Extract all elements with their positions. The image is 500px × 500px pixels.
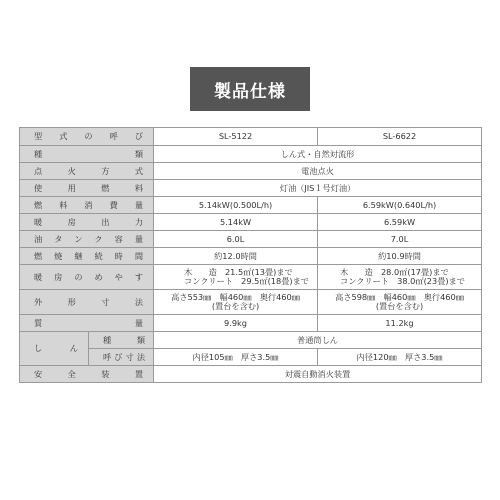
model-b: SL-6622 [318, 128, 482, 146]
table-row [20, 214, 482, 231]
type-value: しん式・自然対流形 [154, 146, 482, 163]
dimensions-label: 外形寸法 [20, 290, 154, 315]
wick-kind-label: 種類 [89, 332, 154, 349]
tank-a: 6.0L [154, 231, 318, 248]
fuel-label: 使用燃料 [20, 180, 154, 197]
mass-a: 9.9kg [154, 315, 318, 332]
mass-b: 11.2kg [318, 315, 482, 332]
table-row [20, 265, 482, 290]
output-b: 6.59kW [318, 214, 482, 231]
table-row [20, 180, 482, 197]
model-a: SL-5122 [154, 128, 318, 146]
room-size-a-wood: 木 造 21.5㎡(13畳)まで [184, 267, 293, 277]
consumption-b: 6.59kW(0.640L/h) [318, 197, 482, 214]
room-size-b-concrete: コンクリート 38.0㎡(23畳)まで [340, 276, 465, 286]
ignition-label: 点火方式 [20, 163, 154, 180]
room-size-a-concrete: コンクリート 29.5㎡(18畳)まで [184, 276, 309, 286]
wick-kind-value: 普通筒しん [154, 332, 482, 349]
table-row [20, 290, 482, 315]
burn-time-label: 燃焼継続時間 [20, 248, 154, 265]
table-row [20, 163, 482, 180]
table-row [20, 366, 482, 383]
wick-size-a: 内径105㎜ 厚さ3.5㎜ [154, 349, 318, 366]
table-row [20, 248, 482, 265]
burn-time-a: 約12.0時間 [154, 248, 318, 265]
consumption-a: 5.14kW(0.500L/h) [154, 197, 318, 214]
spec-title: 製品仕様 [190, 67, 310, 111]
model-label: 型式の呼び [20, 128, 154, 146]
dimensions-b-note: (置台を含む) [375, 301, 424, 311]
dimensions-b-size: 高さ598㎜ 幅460㎜ 奥行460㎜ [335, 292, 464, 302]
dimensions-b [318, 290, 482, 315]
consumption-label: 燃料消費量 [20, 197, 154, 214]
wick-size-label: 呼び寸法 [89, 349, 154, 366]
room-size-a [154, 265, 318, 290]
safety-label: 安全装置 [20, 366, 154, 383]
wick-label: しん [20, 332, 89, 366]
tank-label: 油タンク容量 [20, 231, 154, 248]
dimensions-a-note: (置台を含む) [211, 301, 260, 311]
table-row [20, 197, 482, 214]
room-size-b-wood: 木 造 28.0㎡(17畳)まで [340, 267, 449, 277]
safety-value: 対震自動消火装置 [154, 366, 482, 383]
table-row [20, 315, 482, 332]
dimensions-a [154, 290, 318, 315]
burn-time-b: 約10.9時間 [318, 248, 482, 265]
room-size-label: 暖房のめやす [20, 265, 154, 290]
type-label: 種類 [20, 146, 154, 163]
spec-table [19, 127, 482, 383]
ignition-value: 電池点火 [154, 163, 482, 180]
table-row [20, 146, 482, 163]
table-row [20, 231, 482, 248]
room-size-b [318, 265, 482, 290]
table-row [20, 128, 482, 146]
output-label: 暖房出力 [20, 214, 154, 231]
table-row [20, 332, 482, 349]
tank-b: 7.0L [318, 231, 482, 248]
mass-label: 質量 [20, 315, 154, 332]
dimensions-a-size: 高さ553㎜ 幅460㎜ 奥行460㎜ [171, 292, 300, 302]
table-row [20, 349, 482, 366]
fuel-value: 灯油（JIS１号灯油） [154, 180, 482, 197]
output-a: 5.14kW [154, 214, 318, 231]
wick-size-b: 内径120㎜ 厚さ3.5㎜ [318, 349, 482, 366]
